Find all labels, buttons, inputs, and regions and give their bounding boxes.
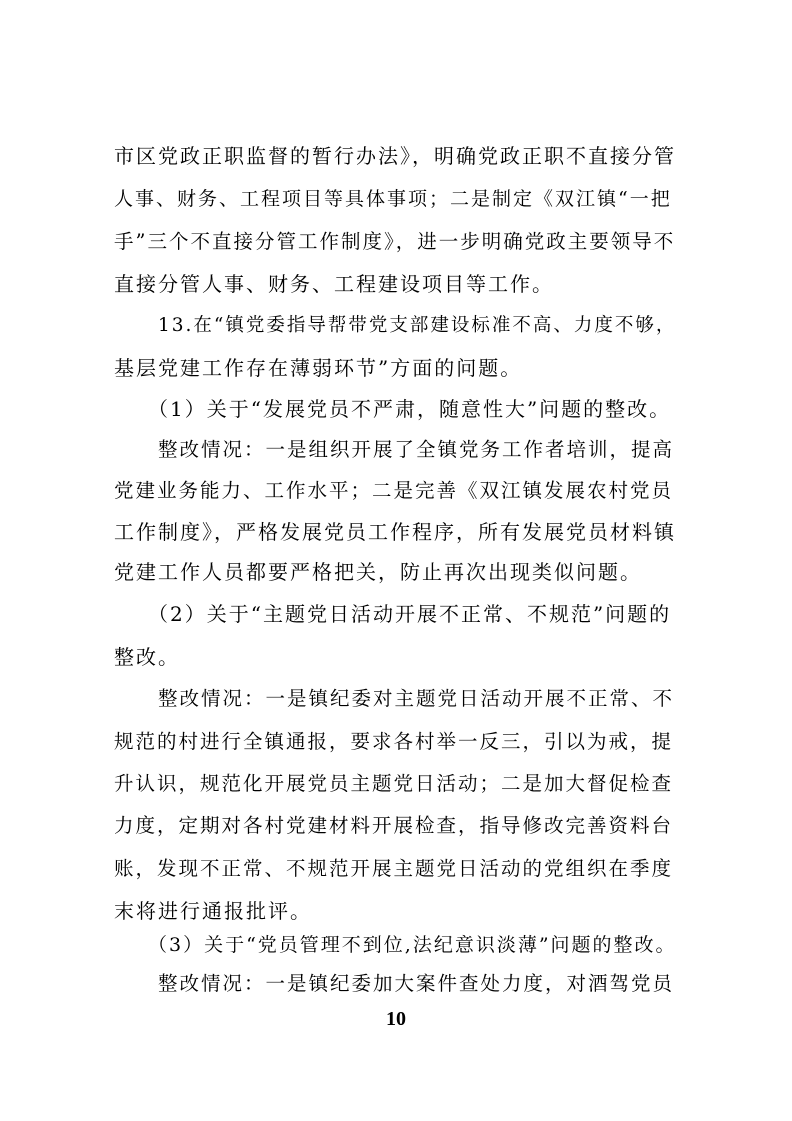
text-line-5: 13.在“镇党委指导帮带党支部建设标准不高、力度不够， <box>158 315 677 336</box>
text-line-15: 规范的村进行全镇通报，要求各村举一反三，引以为戒，提 <box>114 730 674 753</box>
text-line-11: 党建工作人员都要严格把关，防止再次出现类似问题。 <box>114 560 642 584</box>
text-line-6: 基层党建工作存在薄弱环节”方面的问题。 <box>114 356 523 380</box>
text-line-21: 整改情况：一是镇纪委加大案件查处力度，对酒驾党员 <box>158 972 675 995</box>
text-line-18: 账，发现不正常、不规范开展主题党日活动的党组织在季度 <box>114 857 674 880</box>
text-line-12: （2）关于“主题党日活动开展不正常、不规范”问题的 <box>148 602 672 626</box>
text-line-1: 市区党政正职监督的暂行办法》，明确党政正职不直接分管 <box>114 144 676 168</box>
text-line-13: 整改。 <box>114 645 180 669</box>
text-line-16: 升认识，规范化开展党员主题党日活动；二是加大督促检查 <box>114 772 674 795</box>
text-line-10: 工作制度》，严格发展党员工作程序，所有发展党员材料镇 <box>114 520 676 544</box>
text-line-14: 整改情况：一是镇纪委对主题党日活动开展不正常、不 <box>158 687 675 710</box>
page-number: 10 <box>386 1008 406 1030</box>
text-line-9: 党建业务能力、工作水平；二是完善《双江镇发展农村党员 <box>114 479 674 502</box>
text-line-7: （1）关于“发展党员不严肃，随意性大”问题的整改。 <box>148 397 672 421</box>
text-line-8: 整改情况：一是组织开展了全镇党务工作者培训，提高 <box>158 438 675 461</box>
text-line-2: 人事、财务、工程项目等具体事项；二是制定《双江镇“一把 <box>114 188 672 210</box>
text-line-19: 末将进行通报批评。 <box>114 899 312 923</box>
text-line-20: （3）关于“党员管理不到位,法纪意识淡薄”问题的整改。 <box>148 934 677 956</box>
text-line-3: 手”三个不直接分管工作制度》，进一步明确党政主要领导不 <box>114 230 676 253</box>
text-line-17: 力度，定期对各村党建材料开展检查，指导修改完善资料台 <box>114 814 674 837</box>
text-line-4: 直接分管人事、财务、工程建设项目等工作。 <box>114 272 554 296</box>
